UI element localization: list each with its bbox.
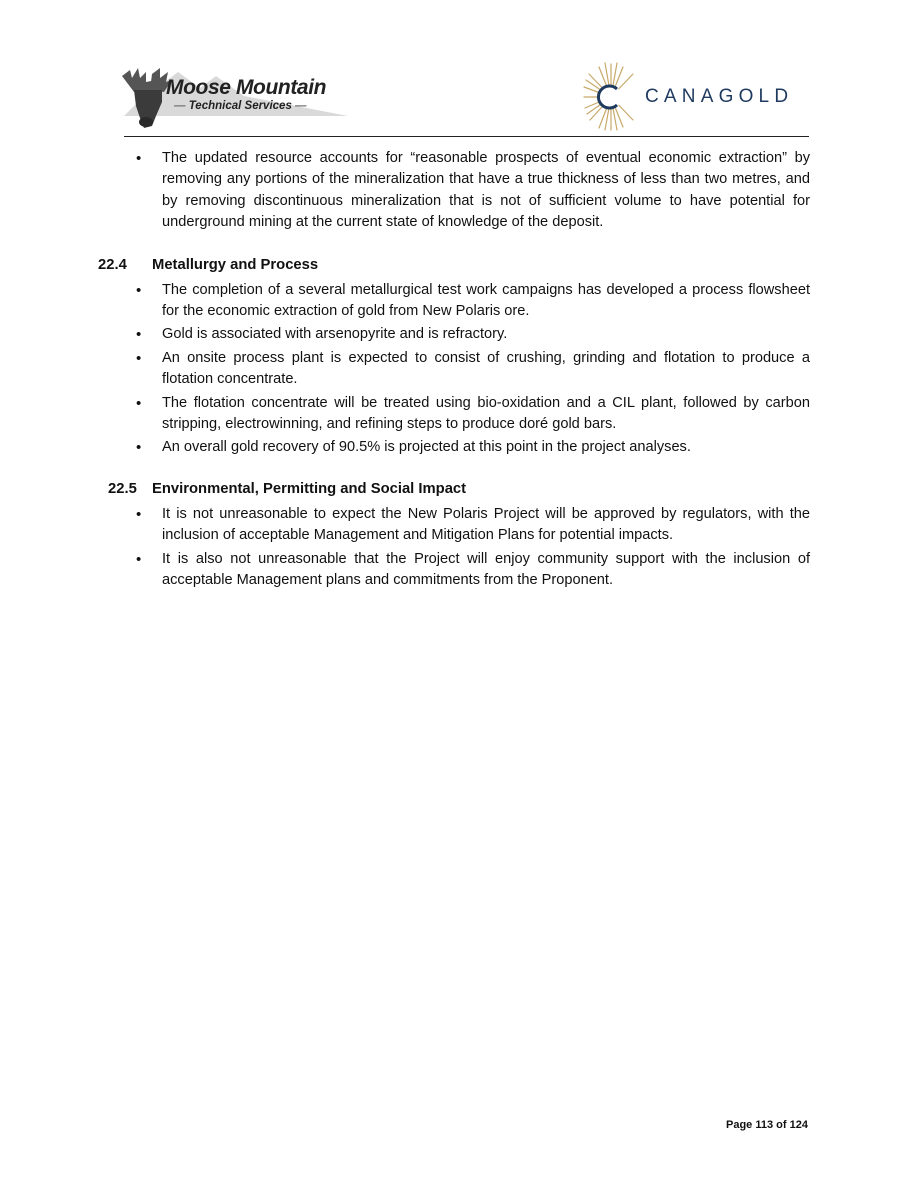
logo-title: Moose Mountain [166, 76, 327, 99]
list-item [136, 280, 810, 323]
list-item [136, 549, 810, 592]
document-body [0, 148, 918, 594]
bullet-text: Gold is associated with arsenopyrite and is refractory. [162, 326, 508, 343]
section-22-5-bullet-list [0, 504, 918, 592]
section-title: Environmental, Permitting and Social Impact [152, 480, 467, 497]
list-item [136, 348, 810, 391]
canagold-logo [583, 62, 813, 132]
bullet-marker: • [136, 281, 142, 299]
bullet-text: The completion of a several metallurgical test work campaigns has developed a process flowsheet for the economic extraction of gold from New Polaris ore. [162, 281, 810, 320]
section-number: 22.5 [108, 480, 137, 497]
bullet-text: The flotation concentrate will be treated using bio-oxidation and a CIL plant, followed by carbon stripping, electrowinning, and refining steps to produce doré gold bars. [162, 394, 810, 433]
list-item [136, 324, 810, 345]
bullet-marker: • [136, 349, 142, 367]
page-number: Page 113 of 124 [726, 1119, 808, 1131]
bullet-text: The updated resource accounts for “reasonable prospects of eventual economic extraction” by removing any portions of the mineralization that have a true thickness of less than two metres, and by removing discontinuous mineralization that is not of sufficient volume to have potential for underground mining at the current state of knowledge of the deposit. [162, 150, 810, 231]
logo-wordmark: CANAGOLD [645, 86, 794, 107]
bullet-marker: • [136, 550, 142, 568]
list-item [136, 393, 810, 436]
bullet-text: It is not unreasonable to expect the New Polaris Project will be approved by regulators, with the inclusion of acceptable Management and Mitigation Plans for potential impacts. [162, 505, 810, 544]
section-title: Metallurgy and Process [152, 256, 319, 273]
logo-subtitle: — Technical Services — [174, 100, 307, 112]
bullet-marker: • [136, 394, 142, 412]
bullet-marker: • [136, 505, 142, 523]
section-number: 22.4 [98, 256, 127, 273]
moose-mountain-logo [116, 66, 348, 130]
intro-bullet-list [0, 148, 918, 234]
list-item [136, 504, 810, 547]
logo-subtitle-text: Technical Services [188, 100, 292, 112]
section-heading-22-5 [0, 479, 918, 501]
header-divider [124, 136, 809, 137]
sunburst-icon [583, 62, 645, 132]
bullet-marker: • [136, 326, 142, 344]
bullet-text: An overall gold recovery of 90.5% is projected at this point in the project analyses. [162, 439, 691, 456]
section-22-4-bullet-list [0, 280, 918, 459]
bullet-marker: • [136, 150, 142, 167]
section-heading-22-4 [0, 255, 918, 277]
list-item [136, 437, 810, 458]
bullet-text: An onsite process plant is expected to consist of crushing, grinding and flotation to produce a flotation concentrate. [162, 349, 810, 388]
bullet-marker: • [136, 439, 142, 457]
list-item [136, 148, 810, 234]
bullet-text: It is also not unreasonable that the Project will enjoy community support with the inclusion of acceptable Management plans and commitments from the Proponent. [162, 550, 810, 589]
